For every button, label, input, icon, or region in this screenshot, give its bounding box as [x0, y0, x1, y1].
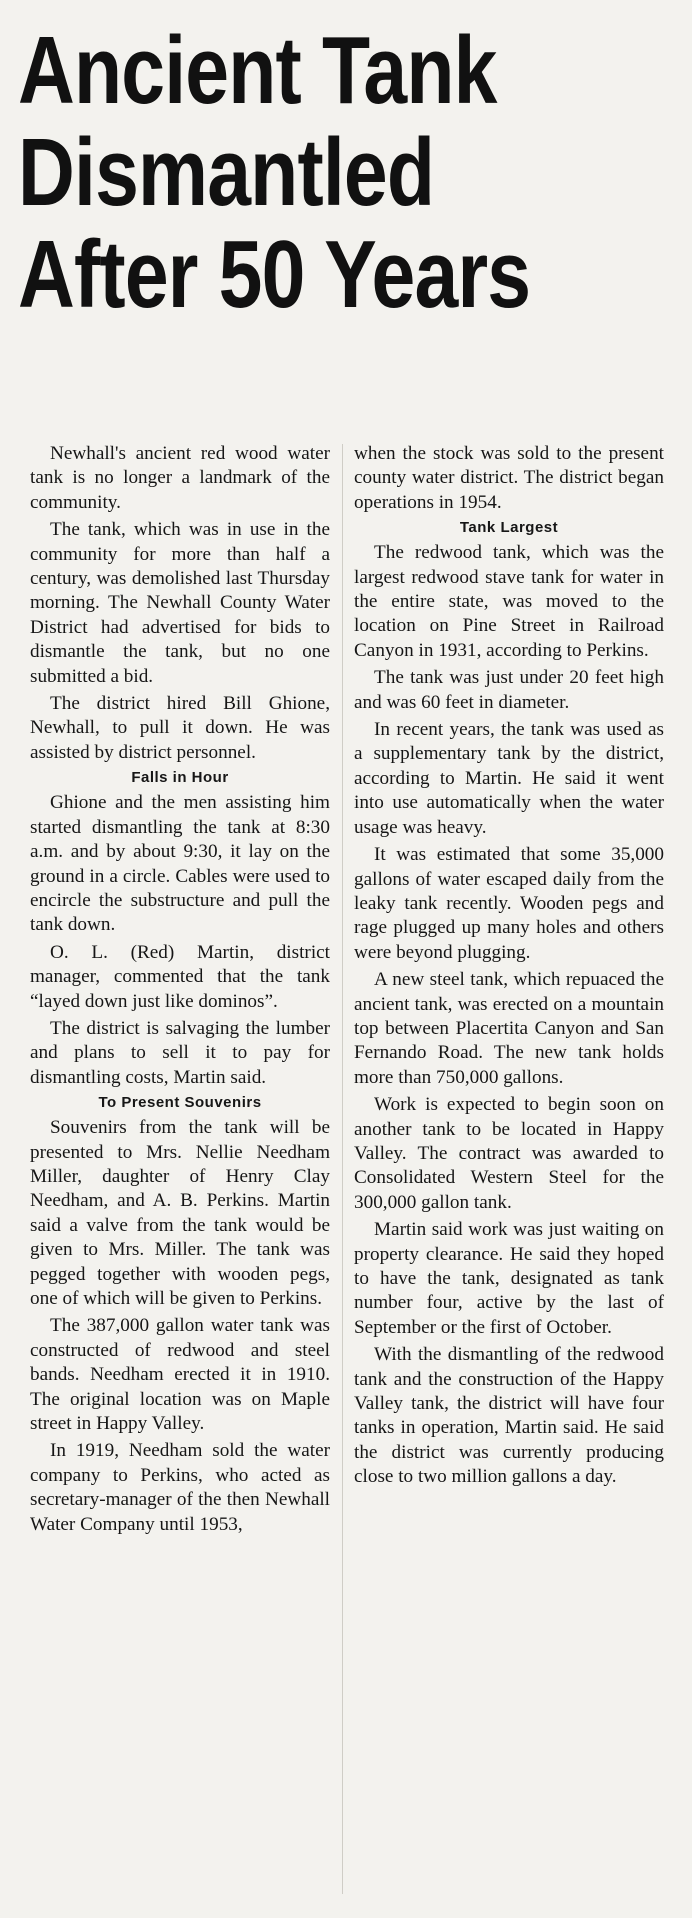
article-column-left	[30, 442, 330, 1540]
paragraph: Ghione and the men assisting him started dismantling the tank at 8:30 a.m. and by about 9:30, it lay on the ground in a circle. Cables were used to encircle the substructure and pull the tank down.	[30, 792, 330, 936]
paragraph-continued: when the stock was sold to the present county water district. The district began operations in 1954.	[354, 443, 664, 513]
paragraph: Newhall's ancient red wood water tank is no longer a landmark of the community.	[30, 443, 330, 513]
headline-line-1: Ancient Tank	[18, 17, 497, 124]
paragraph: Martin said work was just waiting on property clearance. He said they hoped to have the tank, designated as tank number four, active by the last of September or the first of October.	[354, 1219, 664, 1338]
paragraph: The tank was just under 20 feet high and was 60 feet in diameter.	[354, 667, 664, 713]
paragraph: The district hired Bill Ghione, Newhall, to pull it down. He was assisted by district personnel.	[30, 693, 330, 763]
subheading-to-present-souvenirs: To Present Souvenirs	[98, 1094, 262, 1112]
headline-line-3: After 50 Years	[18, 221, 531, 328]
paragraph: With the dismantling of the redwood tank and the construction of the Happy Valley tank, the district will have four tanks in operation, Martin said. He said the district was currently producing close to two million gallons a day.	[354, 1344, 664, 1488]
paragraph: Souvenirs from the tank will be presented to Mrs. Nellie Needham Miller, daughter of Henry Clay Needham, and A. B. Perkins. Martin said a valve from the tank would be given to Mrs. Miller. The tank was pegged together with wooden pegs, one of which will be given to Perkins.	[30, 1117, 330, 1309]
paragraph: The redwood tank, which was the largest redwood stave tank for water in the entire state, was moved to the location on Pine Street in Railroad Canyon in 1931, according to Perkins.	[354, 542, 664, 661]
paragraph: In recent years, the tank was used as a supplementary tank by the district, according to Martin. He said it went into use automatically when the water usage was heavy.	[354, 719, 664, 838]
paragraph: The district is salvaging the lumber and plans to sell it to pay for dismantling costs, Martin said.	[30, 1017, 330, 1088]
paragraph: The tank, which was in use in the community for more than half a century, was demolished last Thursday morning. The Newhall County Water District had advertised for bids to dismantle the tank, but no one submitted a bid.	[30, 519, 330, 687]
paragraph: The 387,000 gallon water tank was constructed of redwood and steel bands. Needham erected it in 1910. The original location was on Maple street in Happy Valley.	[30, 1315, 330, 1435]
paragraph: It was estimated that some 35,000 gallons of water escaped daily from the leaky tank recently. Wooden pegs and rage plugged up many holes and others were beyond plugging.	[354, 844, 664, 963]
headline-line-2: Dismantled	[18, 119, 435, 226]
paragraph: In 1919, Needham sold the water company to Perkins, who acted as secretary-manager of the then Newhall Water Company until 1953,	[30, 1440, 330, 1535]
paragraph: Work is expected to begin soon on another tank to be located in Happy Valley. The contract was awarded to Consolidated Western Steel for the 300,000 gallon tank.	[354, 1094, 664, 1213]
column-divider	[342, 444, 343, 1894]
subheading-falls-in-hour: Falls in Hour	[131, 769, 229, 787]
article-column-right	[354, 442, 664, 1493]
paragraph: O. L. (Red) Martin, district manager, commented that the tank “layed down just like dominos”.	[30, 941, 330, 1012]
subheading-tank-largest: Tank Largest	[459, 519, 559, 537]
paragraph: A new steel tank, which repuaced the ancient tank, was erected on a mountain top between Placertita Canyon and San Fernando Road. The new tank holds more than 750,000 gallons.	[354, 969, 664, 1088]
headline	[18, 17, 559, 328]
